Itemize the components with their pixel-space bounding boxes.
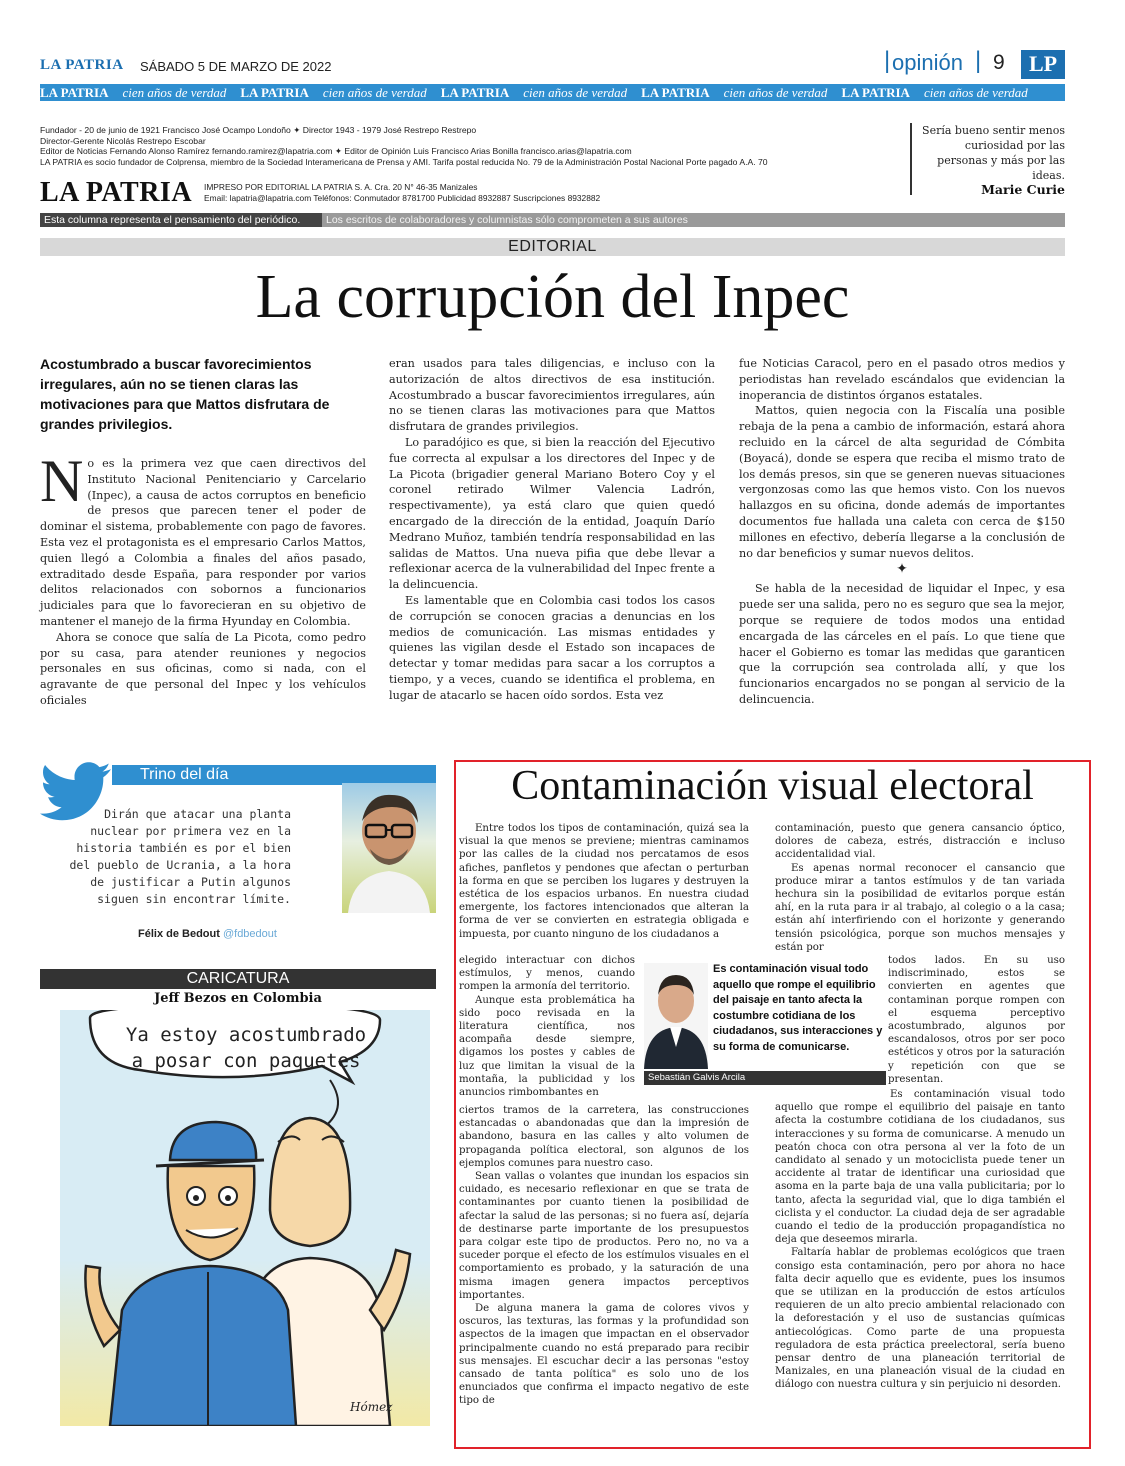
editorial-lead: Acostumbrado a buscar favorecimientos irregulares, aún no se tienen claras las motivaciones para que Mattos disfrutara de grandes privilegios. [40, 356, 330, 432]
opinion-column-1-bottom [459, 1104, 749, 1408]
cartoonist-signature: Hómez [350, 1400, 393, 1414]
quote-rule [910, 123, 912, 195]
dropcap: N [40, 448, 84, 514]
editorial-column-3 [739, 356, 1065, 708]
paragraph: contaminación, puesto que genera cansancio óptico, dolores de cabeza, estrés, distracción e incluso accidentalidad vial. [775, 823, 1065, 861]
band-slogan: cien años de verdad [122, 84, 227, 100]
page-number: 9 [993, 51, 1005, 74]
editorial-headline: La corrupción del Inpec [255, 263, 850, 331]
patria-logo: LA PATRIA [40, 177, 193, 208]
author-handle: @fdbedout [222, 928, 277, 940]
divider: | [975, 47, 982, 74]
columnist-photo [644, 963, 708, 1069]
band-brand: LA PATRIA [841, 84, 910, 100]
paragraph: Es contaminación visual todo aquello que rompe el equilibrio del paisaje en tanto afecta la costumbre cotidiana de los ciudadanos, sus interacciones y su forma de comunicarse. A menudo un peatón choca con otra persona al ver la foto de un candidato al senado y un motociclista puede tener un accidente al tratar de identificar una curiosidad que asoma en la parte baja de una valla publicitaria; por lo tanto, afecta la seguridad vial, que lo diga también el ciclista y el conductor. La ciudad deja de ser agradable cuando el tedio de la producción propagandística no deja que deseemos mirarla. [775, 1089, 1065, 1246]
paragraph: eran usados para tales diligencias, e incluso con la autorización de altos directivos de esa institución. Acostumbrado a buscar favorecimientos irregulares, aún no se tienen claras las motivaciones para que Mattos disfrutara de grandes privilegios. [389, 357, 715, 434]
trino-author-photo [342, 783, 436, 913]
staff-box [40, 125, 890, 167]
band-brand: LA PATRIA [240, 84, 309, 100]
caricatura-title: Jeff Bezos en Colombia [154, 991, 322, 1006]
trino-title-bar: Trino del día [112, 765, 436, 785]
paragraph: Sean vallas o volantes que inundan los espacios sin cuidado, es necesario reflexionar en que se trata de contaminantes por cuanto tienen la posibilidad de afectar la salud de las personas; si no fuera así, dejaría de destinarse parte importante de los presupuestos para colgar este tipo de productos. Pero no, no va a suceder porque el efecto de los estímulos visuales en el comportamiento es probado, y la saturación de una misma imagen genera impactos perceptivos importantes. [459, 1171, 749, 1301]
editorial-column-1 [40, 448, 366, 709]
staff-line: LA PATRIA es socio fundador de Colprensa, miembro de la Sociedad Interamericana de Prensa y AMI. Tarifa postal reducida No. 79 de la Administración Postal Nacional Porte pagado A.A. 70 [40, 156, 768, 167]
lp-logo: LP [1021, 50, 1065, 79]
paragraph: Faltaría hablar de problemas ecológicos que traen consigo esta contaminación, pero por ahora no hace falta decir aquello que es evidente, pues los insumos que se utilizan en la producción de estos artículos requieren de un alto precio ambiental relacionado con la deforestación y el uso de sustancias químicas antiecológicas. Como parte de una propuesta reguladora de esta práctica preelectoral, sería bueno pensar dentro de una planeación territorial de Manizales, en una planeación visual de la ciudad en diálogo con nuestra cultura y sin perjuicio ni desorden. [775, 1247, 1065, 1391]
paragraph: elegido interactuar con dichos estímulos, y menos, cuando rompen la armonía del territorio. [459, 955, 635, 993]
bubble-line: a posar con paquetes [131, 1050, 361, 1072]
slogan-band [40, 84, 1065, 101]
band-brand: LA PATRIA [440, 84, 510, 100]
paragraph: Entre todos los tipos de contaminación, quizá sea la visual la que menos se previene; mientras caminamos por las calles de la ciudad nos percatamos de esos afiches, panfletos y pendones que afectan o perturban la forma en que se perciben los lugares y destruyen la estética de los espacios urbanos. En nuestra ciudad emergente, los factores intencionados que alteran la forma de ver se convierten en estrategia obligada e impuesta, por cuanto ninguno de los ciudadanos a [459, 823, 749, 940]
band-brand: LA PATRIA [40, 84, 109, 100]
bubble-line: Ya estoy acostumbrado [125, 1024, 367, 1046]
band-slogan: cien años de verdad [923, 84, 1028, 100]
paragraph: Se habla de la necesidad de liquidar el Inpec, y esa puede ser una salida, pero no es seguro que sea la mejor, porque se requiere de todos modos una entidad encargada de las cárceles en el país. Lo que tiene que hacer el Gobierno es tomar las medidas que garanticen que la corrupción sea controlada allí, y que los funcionarios encargados no se pongan al servicio de la delincuencia. [739, 582, 1065, 706]
band-slogan: cien años de verdad [322, 84, 427, 100]
band-brand: LA PATRIA [641, 84, 710, 100]
opinion-column-2-top [775, 822, 1065, 954]
printer-info [204, 182, 884, 203]
staff-line: Editor de Noticias Fernando Alonso Ramírez fernando.ramirez@lapatria.com ✦ Editor de Opinión Luis Francisco Arias Bonilla francisco.arias@lapatria.com [40, 146, 632, 156]
paragraph: Ahora se conoce que salía de La Picota, como pedro por su casa, para atender reuniones y negocios personales en sus oficinas, como si nada, con el agravante de que personal del Inpec y los vehículos oficiales [40, 630, 366, 707]
policy-bar-left: Esta columna representa el pensamiento del periódico. [40, 213, 322, 227]
quote-author: Marie Curie [981, 182, 1065, 197]
printer-line: Email: lapatria@lapatria.com Teléfonos: Conmutador 8781700 Publicidad 8932887 Suscripciones 8932882 [204, 192, 601, 203]
columnist-byline: Sebastián Galvis Arcila [644, 1071, 886, 1085]
paragraph: fue Noticias Caracol, pero en el pasado otros medios y periodistas han revelado escándalos que evidencian la inoperancia de distintos órganos estatales. [739, 357, 1065, 402]
quote-text: Sería bueno sentir menos curiosidad por las personas y más por las ideas. [922, 124, 1065, 182]
author-name: Félix de Bedout [138, 928, 220, 940]
caricatura-bar: CARICATURA [40, 969, 436, 989]
paragraph: De alguna manera la gama de colores vivos y oscuros, las texturas, las formas y la profundidad son aspectos de la imagen que impactan en el observador principalmente cuando no está preparado para recibir sus mensajes. El escuchar decir a las personas "estoy cansado de tanta política" es solo uno de los enunciados que confirma el impacto negativo de este tipo de [459, 1303, 749, 1407]
opinion-headline: Contaminación visual electoral [511, 763, 1034, 809]
paragraph: Aunque esta problemática ha sido poco revisada en la literatura científica, nos acompaña desde siempre, digamos los postes y cables de luz que limitan la visual de la montaña, la publicidad y los anuncios rimbombantes en [459, 994, 635, 1099]
divider: | [884, 47, 891, 74]
opinion-column-2-narrow [888, 954, 1065, 1086]
issue-date: SÁBADO 5 DE MARZO DE 2022 [140, 59, 332, 74]
brand-small: LA PATRIA [40, 57, 124, 73]
paragraph: todos lados. En su uso indiscriminado, estos se convierten en agentes que contaminan porque rompen con el esquema perceptivo acostumbrado, algunos por escandalosos, otros por ser poco estéticos y otros por la saturación y repetición con que se presentan. [888, 955, 1065, 1085]
printer-line: IMPRESO POR EDITORIAL LA PATRIA S. A. Cra. 20 N° 46-35 Manizales [204, 182, 478, 192]
speech-bubble-text [96, 1022, 396, 1074]
policy-bar-right: Los escritos de colaboradores y columnistas sólo comprometen a sus autores [322, 213, 1065, 227]
band-slogan: cien años de verdad [723, 84, 828, 100]
trino-author [138, 928, 277, 940]
paragraph: Es apenas normal reconocer el cansancio que produce mirar a tantos estímulos y de tan variada hechura sin la posibilidad de evitarlos porque están ahí, en la ruta para ir al trabajo, al colegio o a la casa; están ahí interfiriendo con el horizonte y generando tensión psicológica, porque son muchos mensajes y están por [775, 862, 1065, 953]
editorial-label: EDITORIAL [40, 238, 1065, 256]
editorial-column-2 [389, 356, 715, 704]
paragraph: ciertos tramos de la carretera, las construcciones estancadas o abandonadas que dan la impresión de abandono, basura en las calles y alto volumen de propaganda política electoral, son algunos de los ejemplos comunes para nuestro caso. [459, 1105, 749, 1169]
separator-diamond: ✦ [896, 561, 908, 578]
paragraph: o es la primera vez que caen directivos del Instituto Nacional Penitenciario y Carcelario (Inpec), a causa de actos corruptos en beneficio de presos que parecen tener el poder de dominar el sistema, probablemente con pago de favores. Esta vez el protagonista es el empresario Carlos Mattos, quien llegó a Colombia a finales del años pasado, extraditado desde España, para responder por varios delitos relacionados con sobornos a funcionarios judiciales para que lo favorecieran en su objetivo de mantener el manejo de la firma Hyunday en Colombia. [40, 457, 366, 628]
trino-text: Dirán que atacar una planta nuclear por primera vez en la historia también es por el bien del pueblo de Ucrania, a la hora de justificar a Putin algunos siguen sin encontrar límite. [69, 807, 291, 906]
staff-line: Fundador - 20 de junio de 1921 Francisco José Ocampo Londoño ✦ Director 1943 - 1979 José Restrepo Restrepo [40, 125, 477, 135]
opinion-column-2-bottom [775, 1088, 1065, 1392]
pull-quote: Es contaminación visual todo aquello que rompe el equilibrio del paisaje en tanto afecta la costumbre cotidiana de los ciudadanos, sus interacciones y su forma de comunicarse. [713, 963, 883, 1053]
section-name: opinión [892, 50, 963, 75]
paragraph: Lo paradójico es que, si bien la reacción del Ejecutivo fue correcta al expulsar a los directores del Inpec y de La Picota (brigadier general Mariano Botero Coy y el coronel retirado Wilmer Valencia Ladrón, respectivamente), ya está claro que quien quedó encargado de la dirección de la entidad, Joaquín Darío Medrano Muñoz, también tendría responsabilidad en las salidas de Mattos. Una nueva pifia que debe llevar a reflexionar acerca de la vulnerabilidad del Inpec frente a la delincuencia. [389, 435, 715, 592]
band-slogan: cien años de verdad [523, 84, 628, 100]
opinion-column-1-narrow [459, 954, 635, 1099]
paragraph: Es lamentable que en Colombia casi todos los casos de corrupción se conocen gracias a denuncias en los medios de comunicación. Las mismas entidades y quienes las vigilan desde el Estado son incapaces de detectar y tomar medidas para sacar a los corruptos a tiempo, y a veces, cuando se identifica el problema, en lugar de atacarlo se hacen oído sordos. Esta vez [389, 593, 715, 702]
paragraph: Mattos, quien negocia con la Fiscalía una posible rebaja de la pena a cambio de información, estará ahora recluido en la cárcel de alta seguridad de Cómbita (Boyacá), donde se espera que reciba el mismo trato de los demás presos, sin que se generen nuevas situaciones vergonzosas como las que hemos visto. Con los nuevos hallazgos en su oficina, donde además de importantes documentos fue hallada una caleta con cerca de $150 millones en efectivo, debería llegarse a la conclusión de no dar beneficios y sumar nuevos delitos. [739, 404, 1065, 560]
staff-line: Director-Gerente Nicolás Restrepo Escobar [40, 135, 206, 146]
opinion-column-1-top [459, 822, 749, 941]
